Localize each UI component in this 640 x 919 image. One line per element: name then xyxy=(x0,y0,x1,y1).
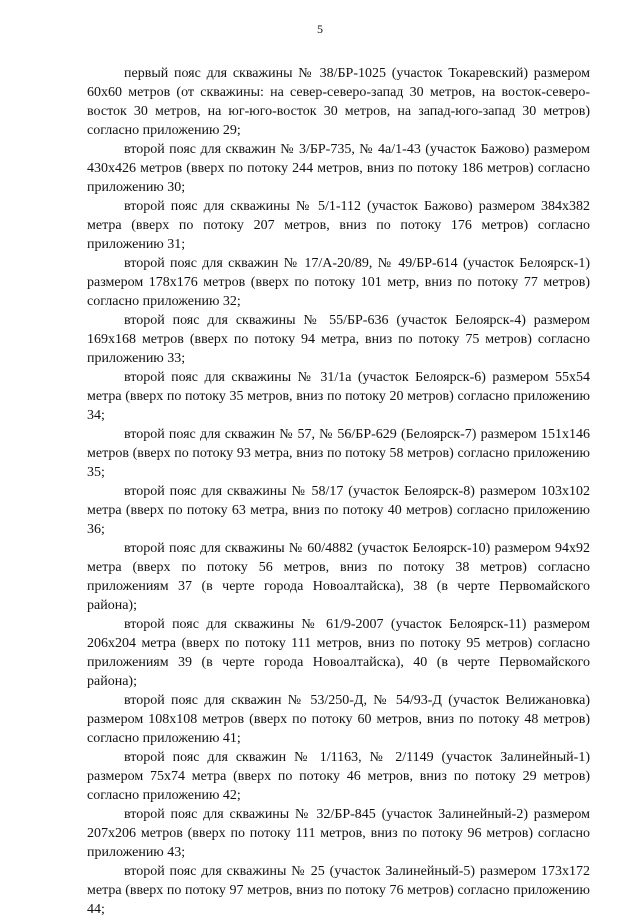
paragraph-14: второй пояс для скважины № 25 (участок Залинейный-5) размером 173х172 метра (вверх по потоку 97 метров, вниз по потоку 76 метров) согласно приложению 44; xyxy=(87,864,590,917)
paragraph-5: второй пояс для скважины № 55/БР-636 (участок Белоярск-4) размером 169х168 метров (вверх по потоку 94 метра, вниз по потоку 75 метров) согласно приложению 33; xyxy=(87,313,590,366)
paragraph-4: второй пояс для скважин № 17/А-20/89, № 49/БР-614 (участок Белоярск-1) размером 178х176 метров (вверх по потоку 101 метр, вниз по потоку 77 метров) согласно приложению 32; xyxy=(87,256,590,309)
paragraph-2: второй пояс для скважин № 3/БР-735, № 4а/1-43 (участок Бажово) размером 430х426 метров (вверх по потоку 244 метров, вниз по потоку 186 метров) согласно приложению 30; xyxy=(87,142,590,195)
page-number: 5 xyxy=(317,22,323,36)
paragraph-3: второй пояс для скважины № 5/1-112 (участок Бажово) размером 384х382 метра (вверх по потоку 207 метров, вниз по потоку 176 метров) согласно приложению 31; xyxy=(87,199,590,252)
paragraph-10: второй пояс для скважины № 61/9-2007 (участок Белоярск-11) размером 206х204 метра (вверх по потоку 111 метров, вниз по потоку 95 метров) согласно приложениям 39 (в черте города Новоалтайска), 40 (в черте Первомайского района); xyxy=(87,617,590,689)
paragraph-1: первый пояс для скважины № 38/БР-1025 (участок Токаревский) размером 60х60 метров (от скважины: на север-северо-запад 30 метров, на восток-северо-восток 30 метров, на юг-юго-восток 30 метров, на запад-юго-запад 30 метров) согласно приложению 29; xyxy=(87,66,590,138)
paragraph-7: второй пояс для скважин № 57, № 56/БР-629 (Белоярск-7) размером 151х146 метров (вверх по потоку 93 метра, вниз по потоку 58 метров) согласно приложению 35; xyxy=(87,427,590,480)
paragraph-12: второй пояс для скважин № 1/1163, № 2/1149 (участок Залинейный-1) размером 75х74 метра (вверх по потоку 46 метров, вниз по потоку 29 метров) согласно приложению 42; xyxy=(87,750,590,803)
paragraph-13: второй пояс для скважины № 32/БР-845 (участок Залинейный-2) размером 207х206 метров (вверх по потоку 111 метров, вниз по потоку 96 метров) согласно приложению 43; xyxy=(87,807,590,860)
paragraph-11: второй пояс для скважин № 53/250-Д, № 54/93-Д (участок Велижановка) размером 108х108 метров (вверх по потоку 60 метров, вниз по потоку 48 метров) согласно приложению 41; xyxy=(87,693,590,746)
paragraph-6: второй пояс для скважины № 31/1а (участок Белоярск-6) размером 55х54 метра (вверх по потоку 35 метров, вниз по потоку 20 метров) согласно приложению 34; xyxy=(87,370,590,423)
paragraph-9: второй пояс для скважины № 60/4882 (участок Белоярск-10) размером 94х92 метра (вверх по потоку 56 метров, вниз по потоку 38 метров) согласно приложениям 37 (в черте города Новоалтайска), 38 (в черте Первомайского района); xyxy=(87,541,590,613)
document-body xyxy=(87,64,590,919)
paragraph-8: второй пояс для скважины № 58/17 (участок Белоярск-8) размером 103х102 метра (вверх по потоку 63 метра, вниз по потоку 40 метров) согласно приложению 36; xyxy=(87,484,590,537)
